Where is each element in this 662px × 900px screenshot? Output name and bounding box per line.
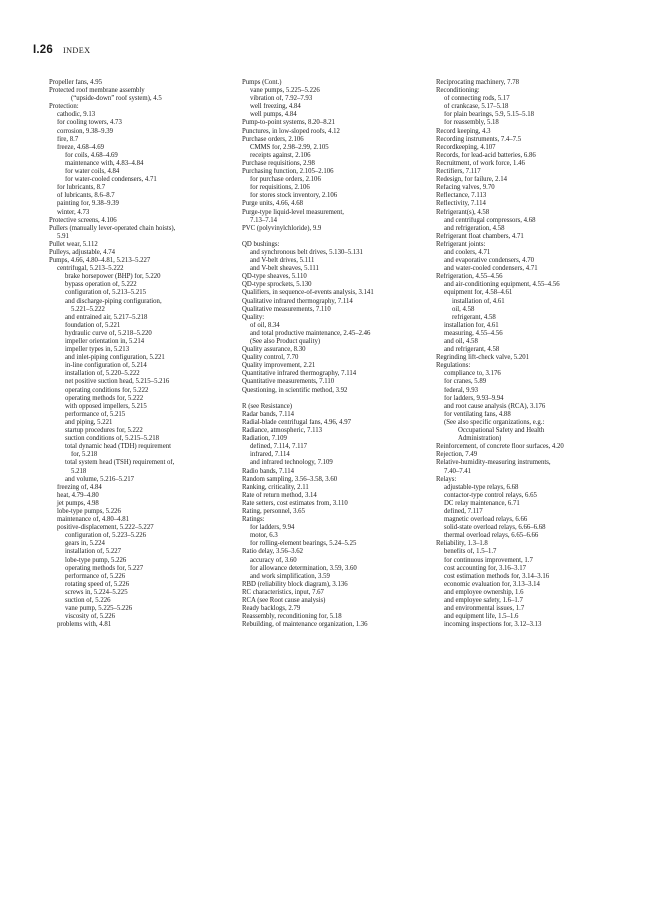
index-entry: QD bushings: <box>242 240 280 248</box>
index-subentry: impeller orientation in, 5.214 <box>65 338 145 345</box>
index-entry: Purge units, 4.66, 4.68 <box>242 200 303 208</box>
index-subentry: for requisitions, 2.106 <box>250 184 310 192</box>
index-subentry: and work simplification, 3.59 <box>250 572 330 580</box>
index-subentry: and environmental issues, 1.7 <box>444 605 525 613</box>
entry-gap <box>242 395 438 403</box>
index-entry: Pulleys, adjustable, 4.74 <box>49 248 115 256</box>
index-subentry: impeller types in, 5.213 <box>65 346 130 354</box>
index-entry: Record keeping, 4.3 <box>436 127 491 135</box>
entry-gap <box>242 233 438 241</box>
index-entry: Reliability, 1.3–1.8 <box>436 540 488 548</box>
index-subentry: performance of, 5.226 <box>65 572 126 580</box>
index-subentry: in-line configuration of, 5.214 <box>65 362 147 370</box>
index-subentry: fire, 8.7 <box>57 135 79 143</box>
page-header <box>33 44 90 58</box>
index-subentry: accuracy of, 3.60 <box>250 556 297 564</box>
index-subentry: freezing of, 4.84 <box>57 483 102 491</box>
index-subentry: lobe-type pumps, 5.226 <box>57 507 121 515</box>
index-subentry: CMMS for, 2.98–2.99, 2.105 <box>250 143 329 151</box>
index-entry: Refrigerant(s), 4.58 <box>436 208 490 216</box>
index-subentry: for continuous improvement, 1.7 <box>444 556 533 564</box>
index-entry: Purchasing function, 2.105–2.106 <box>242 168 334 176</box>
index-entry: Protected roof membrane assembly <box>49 87 145 95</box>
index-entry: Quality assurance, 8.30 <box>242 346 306 354</box>
index-subentry: magnetic overload relays, 6.66 <box>444 516 528 524</box>
index-entry: Purge-type liquid-level measurement, <box>242 208 344 216</box>
index-subentry: and refrigeration, 4.58 <box>444 224 505 232</box>
index-entry: Quality control, 7.70 <box>242 354 299 362</box>
index-entry: Recordkeeping, 4.107 <box>436 143 496 151</box>
index-subentry: for cooling towers, 4.73 <box>57 119 122 127</box>
index-subentry: 5.91 <box>57 232 69 240</box>
index-subentry: adjustable-type relays, 6.68 <box>444 483 519 491</box>
index-entry: Refrigerant joints: <box>436 240 486 248</box>
index-entry: Refrigeration, 4.55–4.56 <box>436 273 503 281</box>
index-subentry: for ladders, 9.94 <box>250 524 295 532</box>
index-subentry: for water-cooled condensers, 4.71 <box>65 176 157 184</box>
index-subentry: and centrifugal compressors, 4.68 <box>444 216 536 224</box>
index-entry: Punctures, in low-sloped roofs, 4.12 <box>242 127 340 135</box>
index-entry: Questioning, in scientific method, 3.92 <box>242 386 348 394</box>
index-entry: R (see Resistance) <box>242 402 292 410</box>
index-subentry: rotating speed of, 5.226 <box>65 580 130 588</box>
index-subentry: for ladders, 9.93–9.94 <box>444 394 504 402</box>
index-subentry: DC relay maintenance, 6.71 <box>444 499 520 507</box>
index-entry: Records, for lead-acid batteries, 6.86 <box>436 151 536 159</box>
index-subentry: of lubricants, 8.6–8.7 <box>57 192 115 200</box>
index-subentry: jet pumps, 4.98 <box>57 499 99 507</box>
index-entry: Rating, personnel, 3.65 <box>242 507 305 515</box>
index-entry: Rate of return method, 3.14 <box>242 491 317 499</box>
index-subentry: compliance to, 3.176 <box>444 370 501 378</box>
index-entry: QD-type sprockets, 5.130 <box>242 281 312 289</box>
index-entry: Protection: <box>49 103 79 111</box>
index-subentry: screws in, 5.224–5.225 <box>65 588 128 596</box>
index-entry: Rate setters, cost estimates from, 3.110 <box>242 499 348 507</box>
index-subentry: configuration of, 5.213–5.215 <box>65 289 146 297</box>
index-subentry: and oil, 4.58 <box>444 338 478 345</box>
index-subentry: and volume, 5.216–5.217 <box>65 475 134 483</box>
index-subentry: vane pumps, 5.225–5.226 <box>250 87 320 95</box>
index-subentry: Occupational Safety and Health <box>458 427 545 435</box>
index-subentry: net positive suction head, 5.215–5.216 <box>65 378 170 386</box>
index-entry: Pump-to-point systems, 8.20–8.21 <box>242 119 336 127</box>
index-subentry: and employee safety, 1.6–1.7 <box>444 597 523 604</box>
index-subentry: receipts against, 2.106 <box>250 151 311 159</box>
index-entry: Reflectivity, 7.114 <box>436 200 486 208</box>
index-subentry: corrosion, 9.38–9.39 <box>57 127 113 135</box>
index-entry: Quality improvement, 2.21 <box>242 362 316 370</box>
index-column-1 <box>49 79 245 629</box>
index-subentry: installation of, 4.61 <box>452 297 505 305</box>
index-subentry: total system head (TSH) requirement of, <box>65 459 175 467</box>
page-number: I.26 <box>33 44 53 56</box>
index-entry: Pullet wear, 5.112 <box>49 240 98 248</box>
index-subentry: (See also specific organizations, e.g.: <box>444 418 545 426</box>
index-subentry: and V-belt drives, 5.111 <box>250 257 315 265</box>
index-entry: Refacing valves, 9.70 <box>436 184 495 192</box>
index-subentry: total dynamic head (TDH) requirement <box>65 443 171 451</box>
index-subentry: foundation of, 5.221 <box>65 321 121 329</box>
index-entry: Refrigerant float chambers, 4.71 <box>436 232 524 240</box>
index-subentry: for plain bearings, 5.9, 5.15–5.18 <box>444 111 535 119</box>
index-subentry: and equipment life, 1.5–1.6 <box>444 613 519 621</box>
index-subentry: suction conditions of, 5.215–5.218 <box>65 435 159 443</box>
index-subentry: contactor-type control relays, 6.65 <box>444 491 537 499</box>
index-entry: Rejection, 7.49 <box>436 451 478 459</box>
index-column-2 <box>242 79 438 629</box>
index-subentry: installation of, 5.227 <box>65 548 121 556</box>
index-subentry: and total productive maintenance, 2.45–2.46 <box>250 329 371 337</box>
index-subentry: and evaporative condensers, 4.70 <box>444 257 534 265</box>
index-entry: PVC (polyvinylchloride), 9.9 <box>242 224 322 232</box>
index-entry: Reflectance, 7.113 <box>436 192 487 200</box>
index-entry: Radio bands, 7.114 <box>242 467 294 475</box>
index-subentry: 7.40–7.41 <box>444 467 472 475</box>
index-entry: Ratio delay, 3.56–3.62 <box>242 548 304 556</box>
index-subentry: for purchase orders, 2.106 <box>250 176 321 184</box>
index-entry: Quantitative infrared thermography, 7.114 <box>242 370 357 378</box>
index-subentry: vane pump, 5.225–5.226 <box>65 605 133 613</box>
index-entry: Pumps, 4.66, 4.80–4.81, 5.213–5.227 <box>49 257 151 265</box>
index-subentry: performance of, 5.215 <box>65 410 126 418</box>
index-subentry: winter, 4.73 <box>57 208 90 216</box>
index-subentry: well pumps, 4.84 <box>250 111 297 119</box>
index-column-3 <box>436 79 632 629</box>
index-entry: Pumps (Cont.) <box>242 79 282 86</box>
index-subentry: solid-state overload relays, 6.66–6.68 <box>444 524 546 532</box>
index-entry: Qualitative measurements, 7.110 <box>242 305 331 313</box>
index-entry: Rectifiers, 7.117 <box>436 168 481 176</box>
index-subentry: 7.13–7.14 <box>250 216 278 224</box>
index-subentry: for rolling-element bearings, 5.24–5.25 <box>250 540 357 548</box>
index-subentry: brake horsepower (BHP) for, 5.220 <box>65 273 161 281</box>
index-subentry: gears in, 5.224 <box>65 540 105 548</box>
index-subentry: cost accounting for, 3.16–3.17 <box>444 564 527 572</box>
index-subentry: for, 5.218 <box>71 451 98 459</box>
index-subentry: motor, 6.3 <box>250 532 278 540</box>
index-subentry: operating methods for, 5.222 <box>65 394 144 402</box>
index-subentry: cathodic, 9.13 <box>57 111 96 119</box>
index-subentry: cost estimation methods for, 3.14–3.16 <box>444 572 550 580</box>
index-subentry: for water coils, 4.84 <box>65 168 120 176</box>
index-subentry: and water-cooled condensers, 4.71 <box>444 265 538 273</box>
index-subentry: and refrigerant, 4.58 <box>444 346 500 354</box>
index-subentry: 5.221–5.222 <box>71 305 105 313</box>
index-entry: Recruitment, of work force, 1.46 <box>436 159 525 167</box>
index-subentry: of crankcase, 5.17–5.18 <box>444 103 509 111</box>
index-subentry: defined, 7.114, 7.117 <box>250 443 307 451</box>
index-subentry: startup procedures for, 5.222 <box>65 427 143 435</box>
index-entry: Radiation, 7.109 <box>242 435 287 443</box>
index-entry: RC characteristics, input, 7.67 <box>242 588 324 596</box>
index-entry: Reassembly, reconditioning for, 5.18 <box>242 613 342 621</box>
index-subentry: of oil, 8.34 <box>250 321 280 329</box>
index-subentry: benefits of, 1.5–1.7 <box>444 548 497 556</box>
index-subentry: problems with, 4.81 <box>57 621 112 629</box>
index-entry: Relays: <box>436 475 457 483</box>
index-subentry: viscosity of, 5.226 <box>65 613 115 621</box>
index-entry: Purchase requisitions, 2.98 <box>242 159 315 167</box>
index-entry: Ready backlogs, 2.79 <box>242 605 301 613</box>
index-entry: RBD (reliability block diagram), 3.136 <box>242 580 348 588</box>
index-entry: QD-type sheaves, 5.110 <box>242 273 307 281</box>
index-subentry: and root cause analysis (RCA), 3.176 <box>444 402 546 410</box>
index-entry: Purchase orders, 2.106 <box>242 135 304 143</box>
index-subentry: painting for, 9.38–9.39 <box>57 200 119 208</box>
index-subentry: of connecting rods, 5.17 <box>444 95 510 103</box>
index-entry: Radiance, atmospheric, 7.113 <box>242 427 322 435</box>
index-entry: Quantitative measurements, 7.110 <box>242 378 335 386</box>
index-subentry: bypass operation of, 5.222 <box>65 281 137 289</box>
index-subentry: measuring, 4.55–4.56 <box>444 329 503 337</box>
index-subentry: oil, 4.58 <box>452 305 475 313</box>
index-subentry: for lubricants, 8.7 <box>57 184 106 192</box>
index-subentry: refrigerant, 4.58 <box>452 313 496 321</box>
index-subentry: federal, 9.93 <box>444 386 478 394</box>
index-subentry: operating methods for, 5.227 <box>65 564 144 572</box>
index-entry: RCA (see Root cause analysis) <box>242 597 326 604</box>
index-subentry: (“upside-down” roof system), 4.5 <box>71 95 162 103</box>
index-entry: Ranking, criticality, 2.11 <box>242 483 309 491</box>
index-subentry: (See also Product quality) <box>250 338 321 345</box>
index-subentry: and air-conditioning equipment, 4.55–4.56 <box>444 281 560 289</box>
index-subentry: and coolers, 4.71 <box>444 248 491 256</box>
index-subentry: installation of, 5.220–5.222 <box>65 370 140 378</box>
index-subentry: and synchronous belt drives, 5.130–5.131 <box>250 248 363 256</box>
index-subentry: and inlet-piping configuration, 5.221 <box>65 354 165 362</box>
index-subentry: for stores stock inventory, 2.106 <box>250 192 338 200</box>
index-subentry: and V-belt sheaves, 5.111 <box>250 265 319 273</box>
index-entry: Radar bands, 7.114 <box>242 410 294 418</box>
index-subentry: suction of, 5.226 <box>65 597 111 604</box>
index-subentry: positive-displacement, 5.222–5.227 <box>57 524 154 532</box>
index-entry: Reciprocating machinery, 7.78 <box>436 79 519 86</box>
running-title: INDEX <box>62 46 91 55</box>
index-entry: Pullers (manually lever-operated chain hoists), <box>49 224 176 232</box>
index-subentry: maintenance of, 4.80–4.81 <box>57 516 129 524</box>
index-subentry: well freezing, 4.84 <box>250 103 301 111</box>
index-entry: Random sampling, 3.56–3.58, 3.60 <box>242 475 338 483</box>
index-entry: Rebuilding, of maintenance organization, 1.36 <box>242 621 368 629</box>
index-subentry: equipment for, 4.58–4.61 <box>444 289 513 297</box>
index-subentry: for allowance determination, 3.59, 3.60 <box>250 564 357 572</box>
index-subentry: for reassembly, 5.18 <box>444 119 499 127</box>
index-entry: Recording instruments, 7.4–7.5 <box>436 135 522 143</box>
index-subentry: and employee ownership, 1.6 <box>444 588 524 596</box>
index-subentry: configuration of, 5.223–5.226 <box>65 532 146 540</box>
index-entry: Ratings: <box>242 516 265 524</box>
index-subentry: Administration) <box>458 435 502 443</box>
index-entry: Quality: <box>242 313 265 321</box>
index-subentry: thermal overload relays, 6.65–6.66 <box>444 532 539 540</box>
index-entry: Regrinding lift-check valve, 5.201 <box>436 354 530 362</box>
index-subentry: defined, 7.117 <box>444 507 483 515</box>
index-subentry: installation for, 4.61 <box>444 321 499 329</box>
index-entry: Qualifiers, in sequence-of-events analysis, 3.141 <box>242 289 374 297</box>
index-entry: Propeller fans, 4.95 <box>49 79 102 86</box>
index-subentry: for cranes, 5.89 <box>444 378 487 386</box>
index-subentry: 5.218 <box>71 467 87 475</box>
index-subentry: hydraulic curve of, 5.218–5.220 <box>65 329 152 337</box>
index-subentry: and piping, 5.221 <box>65 418 113 426</box>
index-entry: Redesign, for failure, 2.14 <box>436 176 508 184</box>
index-subentry: lobe-type pump, 5.226 <box>65 556 127 564</box>
index-subentry: incoming inspections for, 3.12–3.13 <box>444 621 542 629</box>
index-subentry: and entrained air, 5.217–5.218 <box>65 313 148 321</box>
index-subentry: and infrared technology, 7.109 <box>250 459 333 467</box>
index-entry: Protective screens, 4.106 <box>49 216 117 224</box>
index-subentry: for ventilating fans, 4.88 <box>444 410 511 418</box>
index-subentry: and discharge-piping configuration, <box>65 297 162 305</box>
index-subentry: operating conditions for, 5.222 <box>65 386 149 394</box>
index-subentry: for coils, 4.68–4.69 <box>65 151 118 159</box>
index-entry: Radial-blade centrifugal fans, 4.96, 4.97 <box>242 418 351 426</box>
index-entry: Regulations: <box>436 362 471 370</box>
index-subentry: heat, 4.79–4.80 <box>57 491 99 499</box>
index-entry: Reconditioning: <box>436 87 480 95</box>
index-entry: Qualitative infrared thermography, 7.114 <box>242 297 353 305</box>
index-subentry: centrifugal, 5.213–5.222 <box>57 265 124 273</box>
index-entry: Relative-humidity-measuring instruments, <box>436 459 551 467</box>
index-subentry: with opposed impellers, 5.215 <box>65 402 147 410</box>
index-subentry: economic evaluation for, 3.13–3.14 <box>444 580 540 588</box>
index-subentry: freeze, 4.68–4.69 <box>57 143 104 151</box>
index-subentry: vibration of, 7.92–7.93 <box>250 95 313 103</box>
index-subentry: infrared, 7.114 <box>250 451 290 459</box>
index-subentry: maintenance with, 4.83–4.84 <box>65 159 144 167</box>
index-entry: Reinforcement, of concrete floor surfaces, 4.20 <box>436 443 564 451</box>
